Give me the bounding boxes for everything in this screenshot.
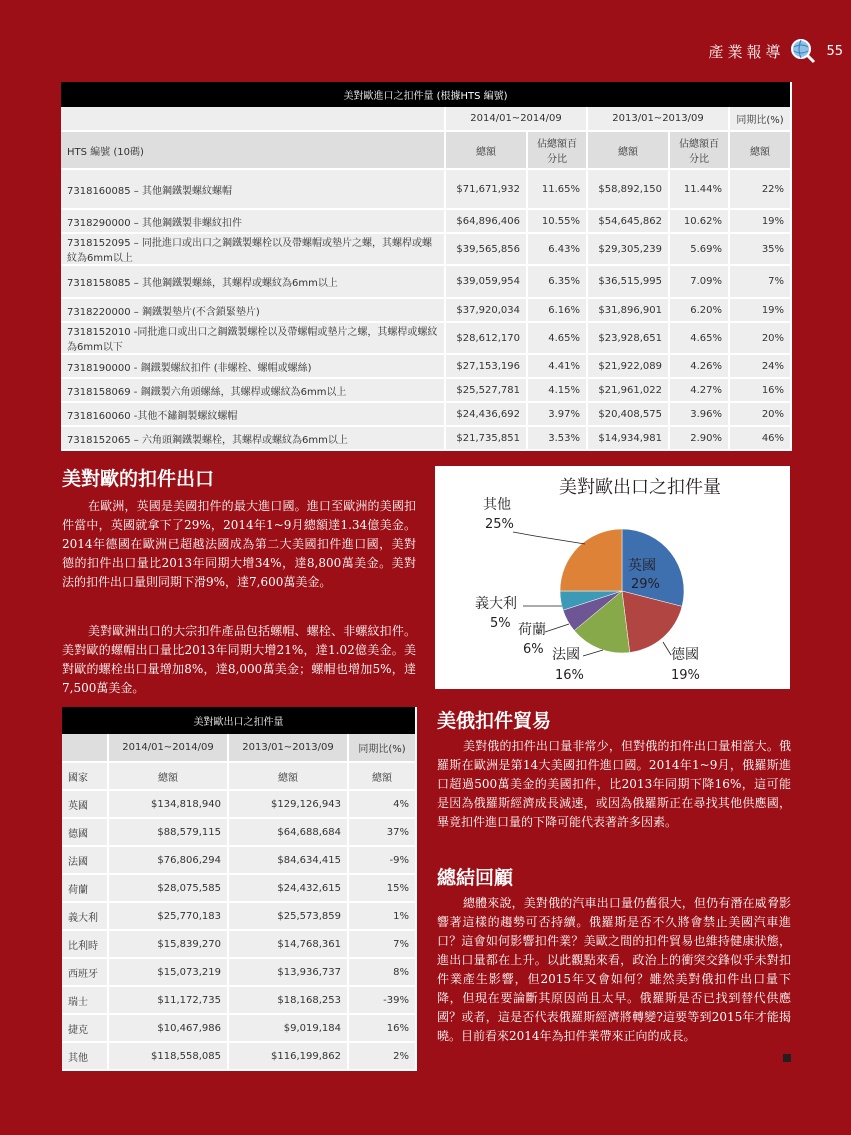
page-number: 55	[826, 43, 843, 59]
hts-code-cell: 7318152010 -同批進口或出口之鋼鐵製螺栓以及帶螺帽或墊片之螺，其螺桿或螺紋為6mm以下	[61, 322, 445, 354]
value-cell: $36,515,995	[587, 265, 669, 298]
value-cell: 6.16%	[527, 298, 587, 322]
value-cell: $116,199,862	[228, 1042, 348, 1070]
total-header: 總額	[587, 131, 669, 169]
value-cell: 6.20%	[669, 298, 729, 322]
value-cell: $15,839,270	[108, 930, 228, 958]
value-cell: 16%	[348, 1014, 416, 1042]
hts-code-cell: 7318160085 – 其他鋼鐵製螺紋螺帽	[61, 169, 445, 209]
pie-leader-line	[513, 532, 585, 544]
total-header: 總額	[348, 762, 416, 790]
value-cell: 4.26%	[669, 354, 729, 378]
value-cell: $64,688,684	[228, 818, 348, 846]
value-cell: $84,634,415	[228, 846, 348, 874]
value-cell: $129,126,943	[228, 790, 348, 818]
value-cell: $24,432,615	[228, 874, 348, 902]
table-row	[62, 874, 416, 902]
value-cell: $14,768,361	[228, 930, 348, 958]
pie-label-value: 19%	[671, 668, 700, 683]
total-header: 總額	[228, 762, 348, 790]
table-row	[61, 378, 791, 402]
table-row	[62, 1014, 416, 1042]
yoy-header: 同期比(%)	[729, 107, 791, 131]
pie-label-name: 荷蘭	[518, 622, 546, 638]
country-cell: 英國	[62, 790, 108, 818]
value-cell: $24,436,692	[445, 402, 527, 426]
total-header: 總額	[445, 131, 527, 169]
value-cell: 4%	[348, 790, 416, 818]
value-cell: 19%	[729, 209, 791, 233]
value-cell: 37%	[348, 818, 416, 846]
value-cell: $58,892,150	[587, 169, 669, 209]
table-row	[61, 209, 791, 233]
pie-label-value: 29%	[631, 577, 660, 592]
value-cell: 15%	[348, 874, 416, 902]
value-cell: $134,818,940	[108, 790, 228, 818]
hts-code-cell: 7318220000 – 鋼鐵製墊片(不含鎖緊墊片)	[61, 298, 445, 322]
pie-label-value: 6%	[523, 642, 544, 657]
hts-import-table	[61, 82, 791, 451]
hts-code-cell: 7318190000 - 鋼鐵製螺紋扣件 (非螺栓、螺帽或螺絲)	[61, 354, 445, 378]
value-cell: $27,153,196	[445, 354, 527, 378]
summary-paragraph: 總體來說，美對俄的汽車出口量仍舊很大，但仍有潛在威脅影響著這樣的趨勢可否持續。俄羅斯是否不久將會禁止美國汽車進口？這會如何影響扣件業？美歐之間的扣件貿易也維持健康狀態，進出口量都在上升。以此觀點來看，政治上的衝突交鋒似乎未對扣件業產生影響，但2015年又會如何？雖然美對俄扣件出口量下降，但現在要論斷其原因尚且太早。俄羅斯是否已找到替代供應國？或者，這是否代表俄羅斯經濟將轉變?這要等到2015年才能揭曉。目前看來2014年為扣件業帶來正向的成長。	[437, 896, 791, 1043]
value-cell: 10.62%	[669, 209, 729, 233]
value-cell: 2%	[348, 1042, 416, 1070]
country-cell: 義大利	[62, 902, 108, 930]
value-cell: $54,645,862	[587, 209, 669, 233]
value-cell: 1%	[348, 902, 416, 930]
pie-label-name: 英國	[628, 558, 656, 574]
pie-label-name: 德國	[671, 647, 699, 663]
hts-code-cell: 7318152065 – 六角頭鋼鐵製螺栓，其螺桿或螺紋為6mm以上	[61, 426, 445, 450]
period-2013-header: 2013/01~2013/09	[587, 107, 729, 131]
end-mark	[783, 1054, 791, 1062]
pie-label-name: 義大利	[475, 596, 517, 612]
globe-magnifier-icon	[790, 38, 816, 64]
value-cell: $14,934,981	[587, 426, 669, 450]
value-cell: -39%	[348, 986, 416, 1014]
country-cell: 法國	[62, 846, 108, 874]
value-cell: $10,467,986	[108, 1014, 228, 1042]
value-cell: 11.65%	[527, 169, 587, 209]
pie-slice-6	[560, 529, 622, 591]
pie-label-value: 25%	[485, 517, 514, 532]
value-cell: 4.15%	[527, 378, 587, 402]
share-header: 佔總額百分比	[669, 131, 729, 169]
value-cell: $9,019,184	[228, 1014, 348, 1042]
pie-label-name: 法國	[552, 647, 580, 663]
table-row	[61, 402, 791, 426]
hts-code-cell: 7318158085 – 其他鋼鐵製螺絲，其螺桿或螺紋為6mm以上	[61, 265, 445, 298]
value-cell: 5.69%	[669, 233, 729, 265]
table-row	[61, 426, 791, 450]
russia-paragraph: 美對俄的扣件出口量非常少，但對俄的扣件出口量相當大。俄羅斯在歐洲是第14大美國扣件進口國。2014年1~9月，俄羅斯進口超過500萬美金的美國扣件，比2013年同期下降16%，這可能是因為俄羅斯經濟成長減速，或因為俄羅斯正在尋找其他供應國，畢竟扣件進口量的下降可能代表著許多因素。	[437, 739, 791, 829]
value-cell: 2.90%	[669, 426, 729, 450]
country-cell: 其他	[62, 1042, 108, 1070]
value-cell: 4.65%	[527, 322, 587, 354]
section-name: 產業報導	[708, 42, 785, 61]
value-cell: $39,565,856	[445, 233, 527, 265]
value-cell: $13,936,737	[228, 958, 348, 986]
total-header: 總額	[108, 762, 228, 790]
value-cell: 3.97%	[527, 402, 587, 426]
period-2013-header: 2013/01~2013/09	[228, 734, 348, 762]
country-cell: 荷蘭	[62, 874, 108, 902]
country-cell: 比利時	[62, 930, 108, 958]
table-row	[62, 790, 416, 818]
yoy-header: 同期比(%)	[348, 734, 416, 762]
hts-code-cell: 7318160060 -其他不鏽鋼製螺紋螺帽	[61, 402, 445, 426]
country-cell: 瑞士	[62, 986, 108, 1014]
pie-leader-line	[663, 642, 671, 655]
hts-code-header: HTS 編號 (10碼)	[61, 131, 445, 169]
value-cell: $25,527,781	[445, 378, 527, 402]
value-cell: $15,073,219	[108, 958, 228, 986]
summary-section-title: 總結回顧	[437, 867, 514, 889]
pie-label-value: 5%	[490, 616, 511, 631]
europe-export-table	[62, 707, 416, 1071]
value-cell: 35%	[729, 233, 791, 265]
value-cell: $18,168,253	[228, 986, 348, 1014]
value-cell: 20%	[729, 322, 791, 354]
table-row	[62, 930, 416, 958]
value-cell: $11,172,735	[108, 986, 228, 1014]
value-cell: $28,075,585	[108, 874, 228, 902]
value-cell: $64,896,406	[445, 209, 527, 233]
value-cell: 3.53%	[527, 426, 587, 450]
value-cell: 22%	[729, 169, 791, 209]
total-header: 總額	[729, 131, 791, 169]
value-cell: $21,961,022	[587, 378, 669, 402]
table-row	[62, 1042, 416, 1070]
hts-code-cell: 7318290000 – 其他鋼鐵製非螺紋扣件	[61, 209, 445, 233]
table-row	[62, 902, 416, 930]
country-header: 國家	[62, 762, 108, 790]
europe-paragraph-2: 美對歐洲出口的大宗扣件產品包括螺帽、螺栓、非螺紋扣件。美對歐的螺帽出口量比2013年同期大增21%，達1.02億美金。美對歐的螺栓出口量增加8%，達8,000萬美金；螺帽也增加5%，達7,500萬美金。	[62, 624, 416, 695]
value-cell: 11.44%	[669, 169, 729, 209]
value-cell: 3.96%	[669, 402, 729, 426]
table-row	[61, 265, 791, 298]
value-cell: 16%	[729, 378, 791, 402]
country-cell: 捷克	[62, 1014, 108, 1042]
table-title: 美對歐出口之扣件量	[62, 707, 416, 734]
value-cell: 6.43%	[527, 233, 587, 265]
value-cell: $37,920,034	[445, 298, 527, 322]
table-row	[61, 354, 791, 378]
value-cell: -9%	[348, 846, 416, 874]
value-cell: 4.41%	[527, 354, 587, 378]
chart-title: 美對歐出口之扣件量	[559, 477, 721, 498]
value-cell: $88,579,115	[108, 818, 228, 846]
europe-section-title: 美對歐的扣件出口	[62, 468, 215, 490]
value-cell: $118,558,085	[108, 1042, 228, 1070]
pie-chart-svg	[435, 466, 790, 689]
value-cell: $21,922,089	[587, 354, 669, 378]
value-cell: 7.09%	[669, 265, 729, 298]
table-row	[62, 958, 416, 986]
pie-leader-line	[583, 650, 603, 656]
hts-code-cell: 7318152095 – 同批進口或出口之鋼鐵製螺栓以及帶螺帽或墊片之螺，其螺桿或螺紋為6mm以上	[61, 233, 445, 265]
value-cell: 20%	[729, 402, 791, 426]
russia-section-title: 美俄扣件貿易	[437, 710, 552, 732]
europe-export-pie-chart	[435, 466, 790, 689]
value-cell: 4.27%	[669, 378, 729, 402]
value-cell: $76,806,294	[108, 846, 228, 874]
value-cell: 46%	[729, 426, 791, 450]
period-2014-header: 2014/01~2014/09	[445, 107, 587, 131]
table-row	[62, 986, 416, 1014]
value-cell: 24%	[729, 354, 791, 378]
hts-code-cell: 7318158069 - 鋼鐵製六角頭螺絲，其螺桿或螺紋為6mm以上	[61, 378, 445, 402]
pie-label-value: 16%	[555, 668, 584, 683]
country-cell: 西班牙	[62, 958, 108, 986]
value-cell: 19%	[729, 298, 791, 322]
share-header: 佔總額百分比	[527, 131, 587, 169]
value-cell: 8%	[348, 958, 416, 986]
table-row	[61, 322, 791, 354]
page-header	[708, 38, 843, 64]
value-cell: $25,770,183	[108, 902, 228, 930]
value-cell: $28,612,170	[445, 322, 527, 354]
pie-leader-line	[545, 624, 569, 632]
value-cell: $25,573,859	[228, 902, 348, 930]
value-cell: 7%	[348, 930, 416, 958]
table-row	[61, 298, 791, 322]
table-row	[61, 169, 791, 209]
table-title: 美對歐進口之扣件量 (根據HTS 編號)	[61, 82, 791, 107]
value-cell: $29,305,239	[587, 233, 669, 265]
value-cell: $21,735,851	[445, 426, 527, 450]
value-cell: $23,928,651	[587, 322, 669, 354]
value-cell: $20,408,575	[587, 402, 669, 426]
table-row	[62, 818, 416, 846]
value-cell: $39,059,954	[445, 265, 527, 298]
value-cell: 4.65%	[669, 322, 729, 354]
country-cell: 德國	[62, 818, 108, 846]
value-cell: $71,671,932	[445, 169, 527, 209]
europe-paragraph-1: 在歐洲，英國是美國扣件的最大進口國。進口至歐洲的美國扣件當中，英國就拿下了29%，2014年1~9月總額達1.34億美金。2014年德國在歐洲已超越法國成為第二大美國扣件進口國，美對德的扣件出口量比2013年同期大增34%，達8,800萬美金。美對法的扣件出口量則同期下滑9%，達7,600萬美金。	[62, 499, 416, 589]
table-row	[61, 233, 791, 265]
value-cell: $31,896,901	[587, 298, 669, 322]
period-2014-header: 2014/01~2014/09	[108, 734, 228, 762]
value-cell: 7%	[729, 265, 791, 298]
table-row	[62, 846, 416, 874]
pie-label-name: 其他	[483, 497, 511, 513]
value-cell: 10.55%	[527, 209, 587, 233]
value-cell: 6.35%	[527, 265, 587, 298]
